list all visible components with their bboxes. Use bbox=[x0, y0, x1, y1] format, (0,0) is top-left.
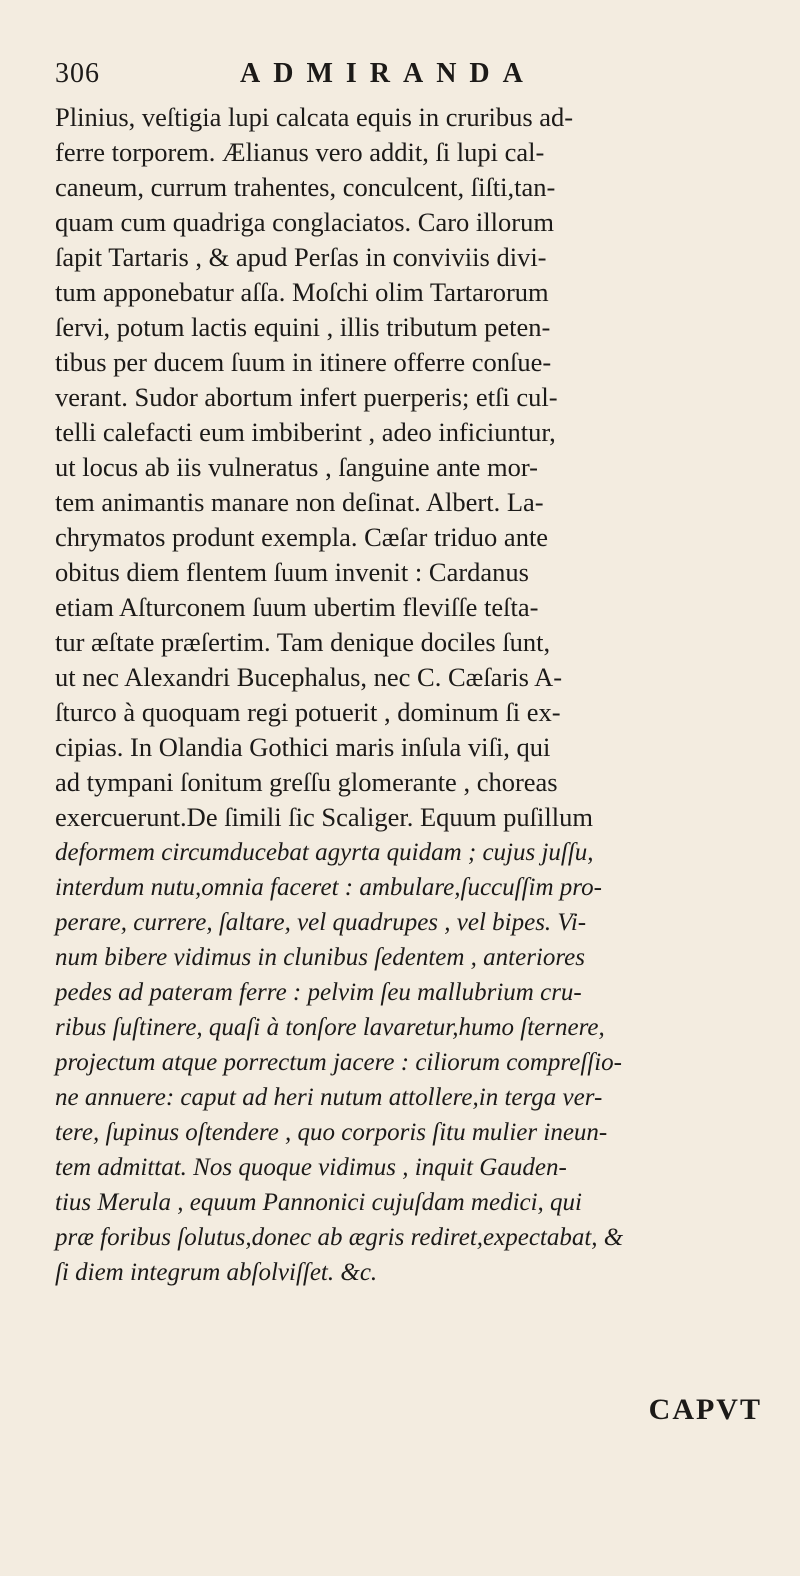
text-line: quam cum quadriga conglaciatos. Caro illorum bbox=[55, 207, 554, 237]
text-line: projectum atque porrectum jacere : ciliorum compreſſio- bbox=[55, 1049, 622, 1076]
text-line: ſapit Tartaris , & apud Perſas in conviviis divi- bbox=[55, 242, 547, 272]
text-line: tibus per ducem ſuum in itinere offerre conſue- bbox=[55, 347, 552, 377]
running-head bbox=[55, 58, 755, 98]
text-line: ſturco à quoquam regi potuerit , dominum ſi ex- bbox=[55, 697, 561, 727]
text-line: tem animantis manare non deſinat. Albert. La- bbox=[55, 487, 544, 517]
text-line: caneum, currum trahentes, conculcent, ſiſti,tan- bbox=[55, 172, 556, 202]
text-line: cipias. In Olandia Gothici maris inſula viſi, qui bbox=[55, 732, 551, 762]
text-line: tius Merula , equum Pannonici cujuſdam medici, qui bbox=[55, 1189, 583, 1216]
text-line: tem admittat. Nos quoque vidimus , inquit Gauden- bbox=[55, 1154, 567, 1181]
running-title: ADMIRANDA bbox=[240, 58, 536, 89]
text-line: obitus diem flentem ſuum invenit : Cardanus bbox=[55, 557, 529, 587]
text-line: verant. Sudor abortum infert puerperis; etſi cul- bbox=[55, 382, 558, 412]
text-line: interdum nutu,omnia faceret : ambulare,ſuccuſſim pro- bbox=[55, 874, 602, 901]
text-line: tum apponebatur aſſa. Moſchi olim Tartarorum bbox=[55, 277, 549, 307]
text-line: ferre torporem. Ælianus vero addit, ſi lupi cal- bbox=[55, 137, 545, 167]
text-line: ut nec Alexandri Bucephalus, nec C. Cæſaris A- bbox=[55, 662, 563, 692]
text-line: præ foribus ſolutus,donec ab ægris rediret,expectabat, & bbox=[55, 1224, 624, 1251]
text-line: num bibere vidimus in clunibus ſedentem , anteriores bbox=[55, 944, 586, 971]
text-line: exercuerunt.De ſimili ſic Scaliger. Equum puſillum bbox=[55, 802, 593, 832]
text-line: Plinius, veſtigia lupi calcata equis in cruribus ad- bbox=[55, 102, 574, 132]
page-number: 306 bbox=[55, 58, 100, 89]
text-line: telli calefacti eum imbiberint , adeo inficiuntur, bbox=[55, 417, 556, 447]
text-line: ribus ſuſtinere, quaſi à tonſore lavaretur,humo ſternere, bbox=[55, 1014, 605, 1041]
text-line: ut locus ab iis vulneratus , ſanguine ante mor- bbox=[55, 452, 538, 482]
text-line: tere, ſupinus oſtendere , quo corporis ſitu mulier ineun- bbox=[55, 1119, 608, 1146]
catchword: CAPVT bbox=[648, 1393, 762, 1426]
text-line: perare, currere, ſaltare, vel quadrupes , vel bipes. Vi- bbox=[55, 909, 587, 936]
text-line: chrymatos produnt exempla. Cæſar triduo ante bbox=[55, 522, 549, 552]
text-line: pedes ad pateram ferre : pelvim ſeu mallubrium cru- bbox=[55, 979, 582, 1006]
text-line: ad tympani ſonitum greſſu glomerante , choreas bbox=[55, 767, 558, 797]
text-line: tur æſtate præſertim. Tam denique dociles ſunt, bbox=[55, 627, 551, 657]
text-line: deformem circumducebat agyrta quidam ; cujus juſſu, bbox=[55, 839, 594, 866]
text-line: etiam Aſturconem ſuum ubertim fleviſſe teſta- bbox=[55, 592, 539, 622]
text-line: ſervi, potum lactis equini , illis tributum peten- bbox=[55, 312, 551, 342]
text-line: ne annuere: caput ad heri nutum attollere,in terga ver- bbox=[55, 1084, 603, 1111]
text-line: ſi diem integrum abſolviſſet. &c. bbox=[55, 1259, 378, 1286]
body-text bbox=[55, 100, 765, 1290]
